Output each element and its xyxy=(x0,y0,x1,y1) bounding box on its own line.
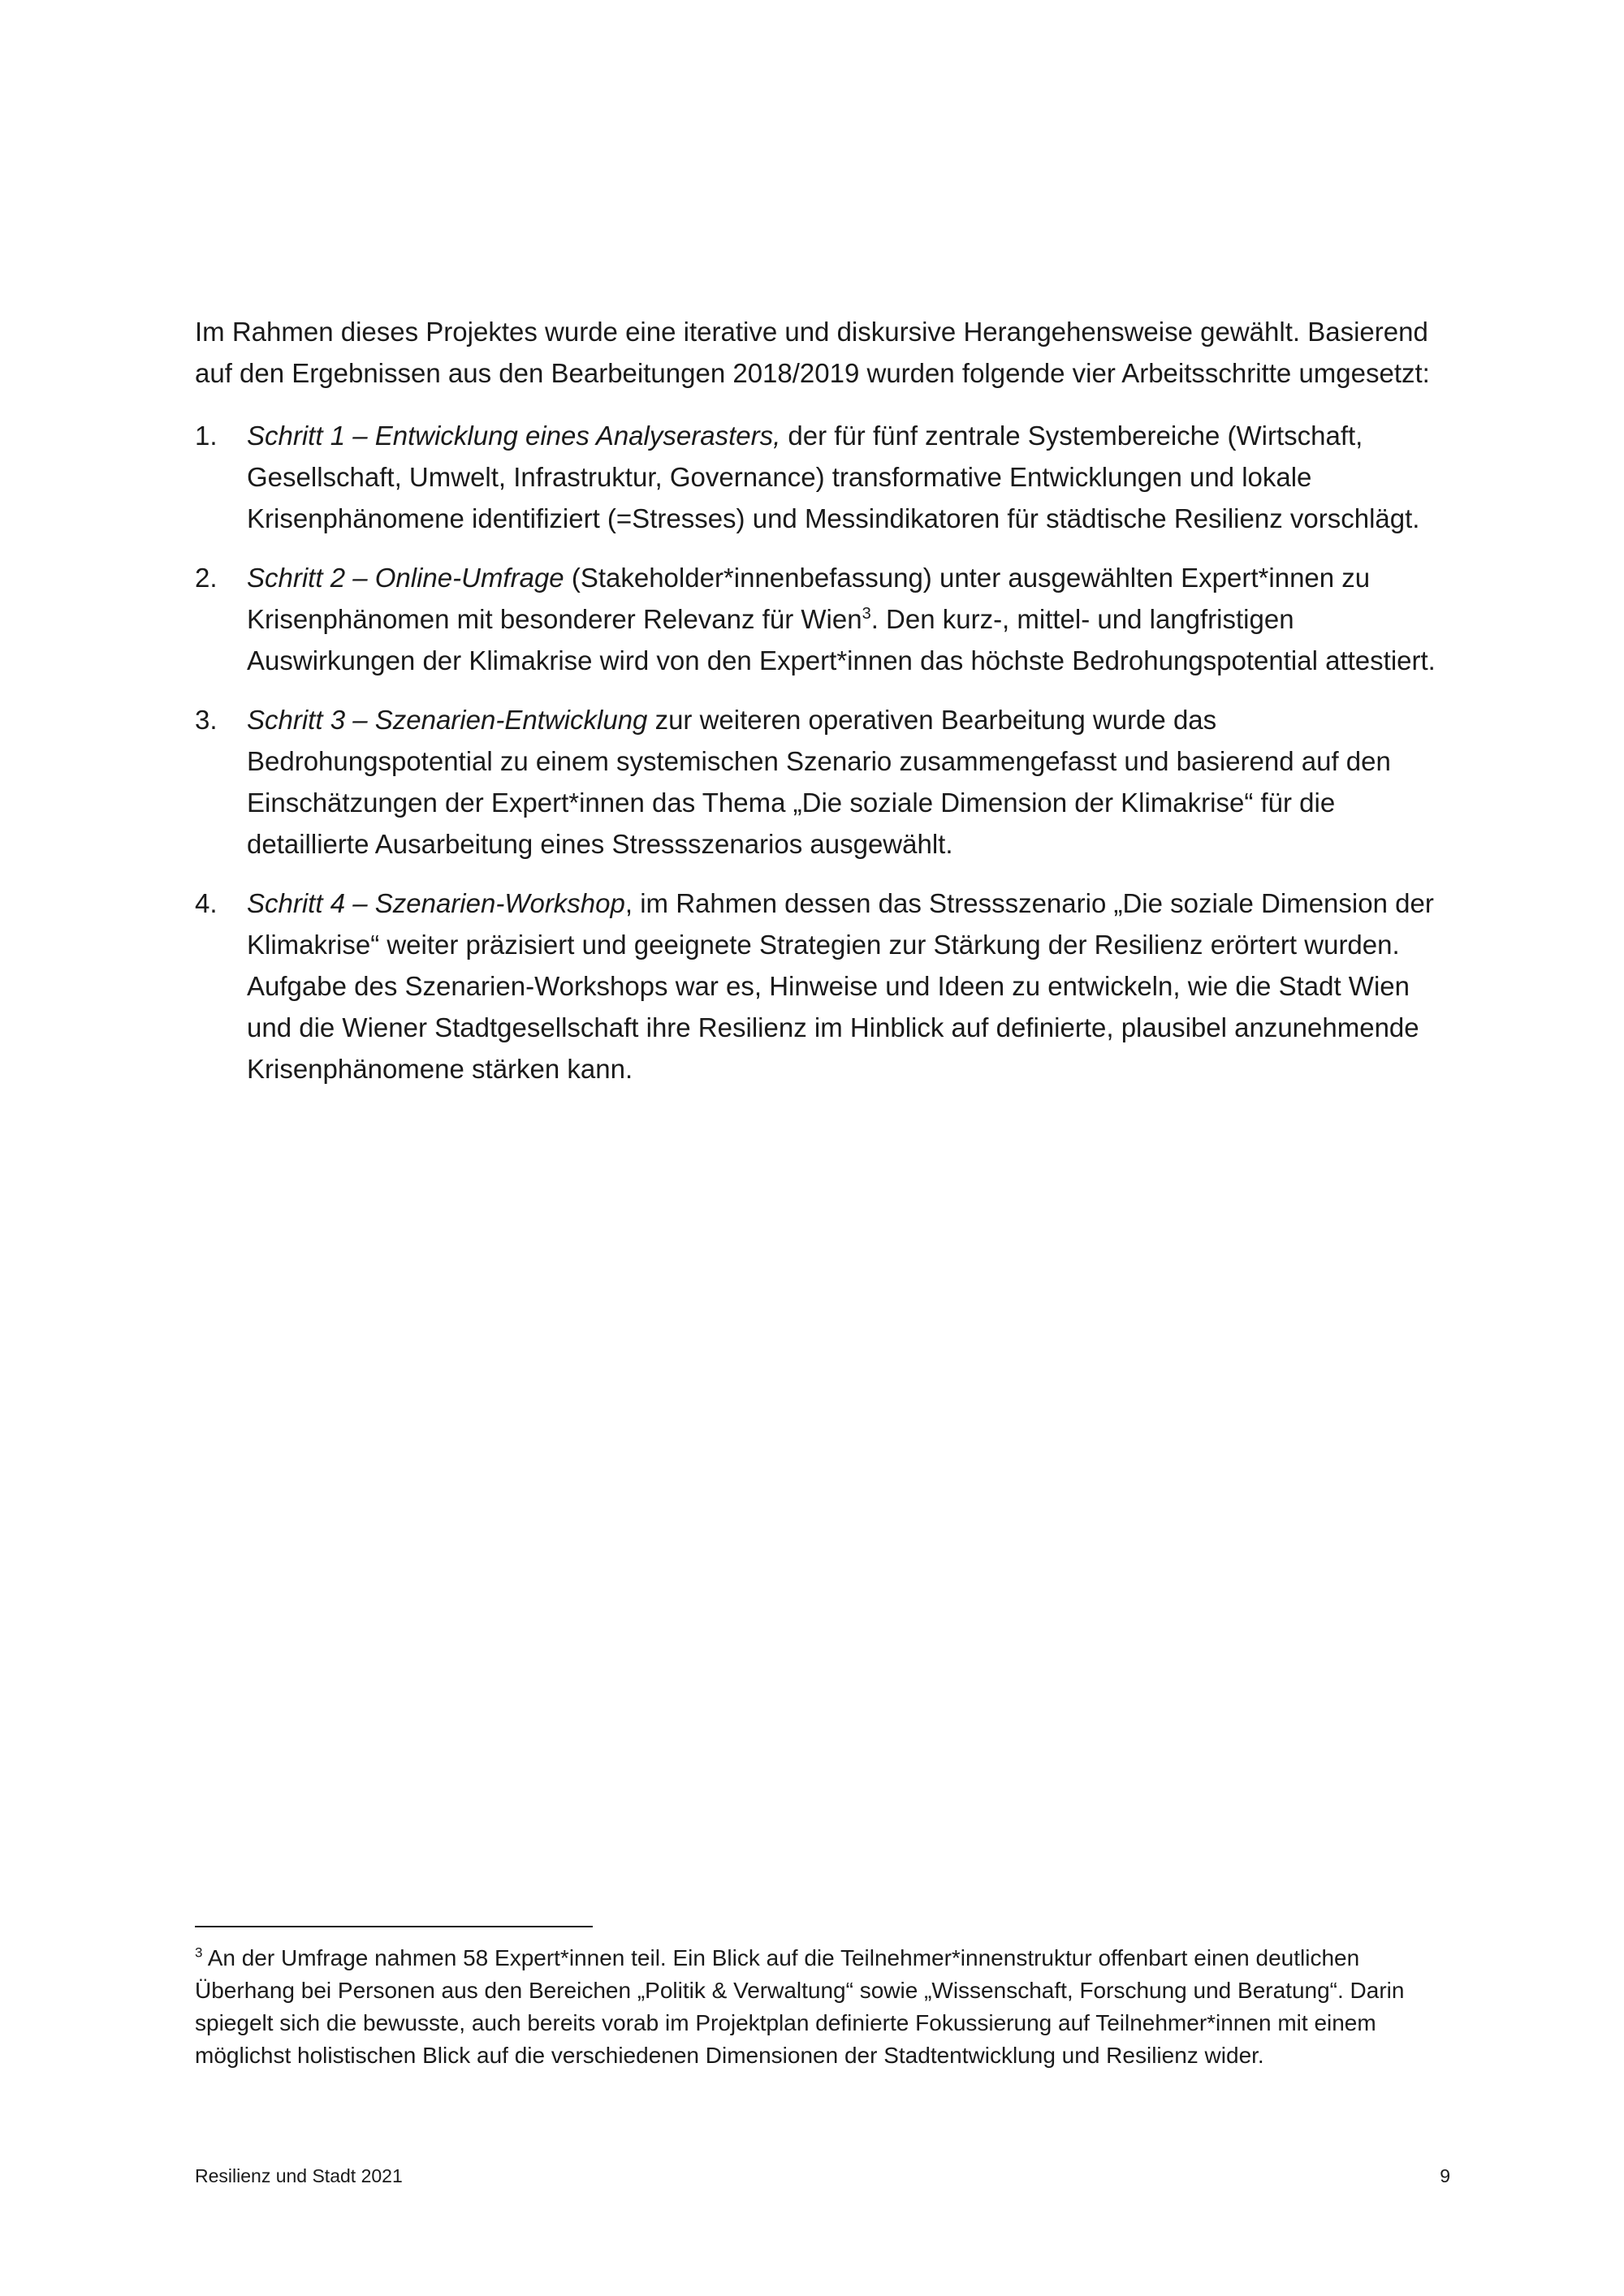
footnote-reference[interactable]: 3 xyxy=(862,605,871,623)
list-item-number: 2. xyxy=(195,563,218,593)
intro-paragraph: Im Rahmen dieses Projektes wurde eine iterative und diskursive Herangehensweise gewählt. Basierend auf den Ergebnissen aus den Bearbeitungen 2018/2019 wurden folgende vier Arbeitsschritte umgesetzt: xyxy=(195,317,1430,388)
list-item-number: 1. xyxy=(195,421,218,451)
main-content xyxy=(195,311,1462,1107)
step-text: zur weiteren operativen Bearbeitung wurde das Bedrohungspotential zu einem systemischen Szenario zusammengefasst und basierend auf den Einschätzungen der Expert*innen das Thema „Die soziale Dimension der Klimakrise“ für die detaillierte Ausarbeitung eines Stressszenarios ausgewählt. xyxy=(247,705,1391,859)
step-title: Schritt 2 – Online-Umfrage xyxy=(247,563,564,593)
footnote-marker: 3 xyxy=(195,1944,203,1961)
footer-title: Resilienz und Stadt 2021 xyxy=(195,2165,403,2186)
list-item xyxy=(195,883,1462,1090)
list-item xyxy=(195,699,1462,865)
list-item-number: 3. xyxy=(195,705,218,735)
step-text: , im Rahmen dessen das Stressszenario „Die soziale Dimension der Klimakrise“ weiter präzisiert und geeignete Strategien zur Stärkung der Resilienz erörtert wurden. Aufgabe des Szenarien-Workshops war es, Hinweise und Ideen zu entwickeln, wie die Stadt Wien und die Wiener Stadtgesellschaft ihre Resilienz im Hinblick auf definierte, plausibel anzunehmende Krisenphänomene stärken kann. xyxy=(247,888,1434,1084)
step-title: Schritt 1 – Entwicklung eines Analyserasters, xyxy=(247,421,781,451)
list-item xyxy=(195,557,1462,681)
list-item xyxy=(195,415,1462,539)
step-text-continued: . Den kurz-, mittel- und langfristigen Auswirkungen der Klimakrise wird von den Expert*innen das höchste Bedrohungspotential attestiert. xyxy=(247,604,1436,675)
step-title: Schritt 4 – Szenarien-Workshop xyxy=(247,888,625,918)
footnote-text: An der Umfrage nahmen 58 Expert*innen teil. Ein Blick auf die Teilnehmer*innenstruktur offenbart einen deutlichen Überhang bei Personen aus den Bereichen „Politik & Verwaltung“ sowie „Wissenschaft, Forschung und Beratung“. Darin spiegelt sich die bewusste, auch bereits vorab im Projektplan definierte Fokussierung auf Teilnehmer*innen mit einem möglichst holistischen Blick auf die verschiedenen Dimensionen der Stadtentwicklung und Resilienz wider. xyxy=(195,1945,1405,2068)
step-text: der für fünf zentrale Systembereiche (Wirtschaft, Gesellschaft, Umwelt, Infrastruktur, Governance) transformative Entwicklungen und lokale Krisenphänomene identifiziert (=Stresses) und Messindikatoren für städtische Resilienz vorschlägt. xyxy=(247,421,1420,533)
steps-list xyxy=(195,415,1462,1090)
list-item-number: 4. xyxy=(195,888,218,918)
footnote xyxy=(195,1942,1449,2072)
page-number: 9 xyxy=(1440,2165,1450,2186)
step-title: Schritt 3 – Szenarien-Entwicklung xyxy=(247,705,648,735)
footnote-separator xyxy=(195,1926,593,1927)
step-text: (Stakeholder*innenbefassung) unter ausgewählten Expert*innen zu Krisenphänomen mit besonderer Relevanz für Wien xyxy=(247,563,1371,634)
